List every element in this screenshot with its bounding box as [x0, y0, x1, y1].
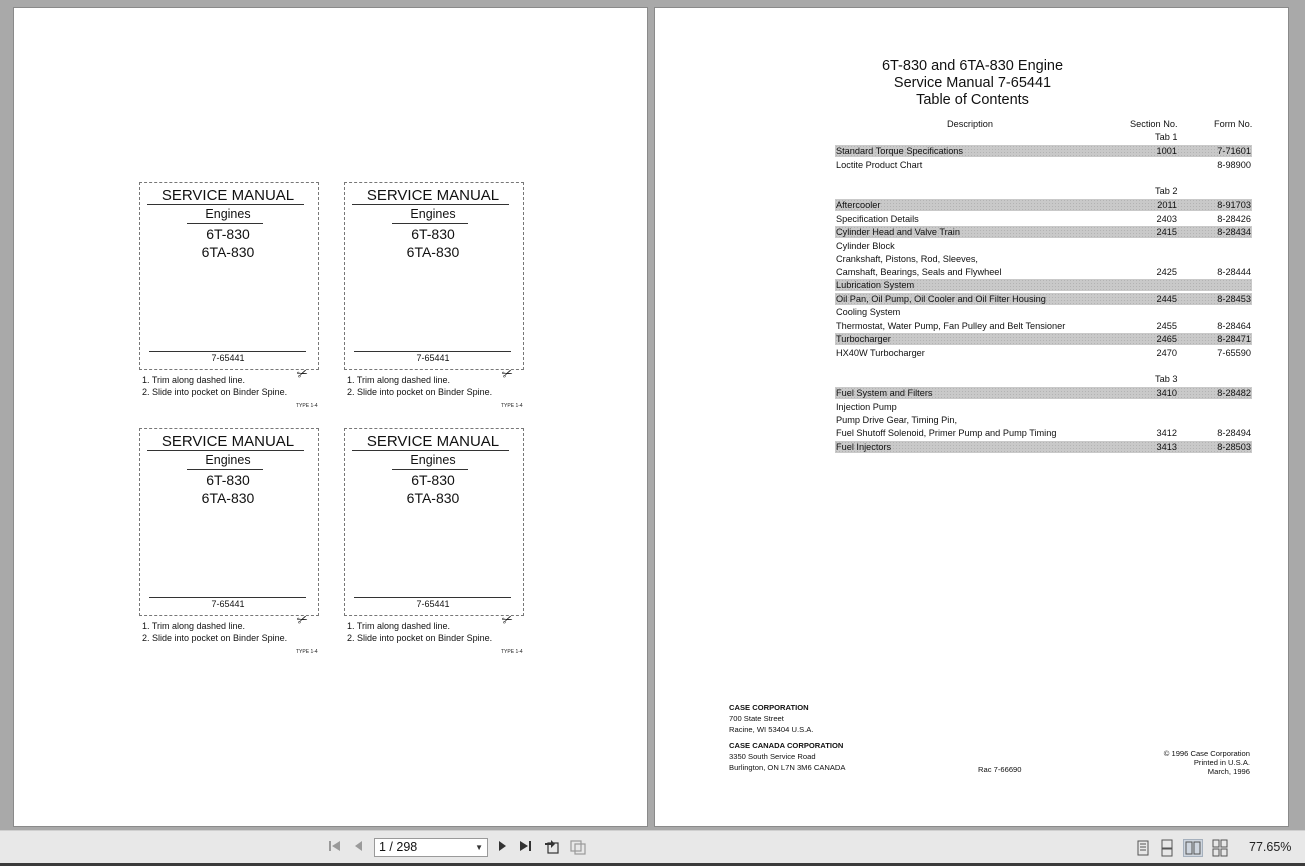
card-rule	[352, 450, 509, 451]
card-title: SERVICE MANUAL	[366, 433, 500, 450]
card-title: SERVICE MANUAL	[161, 187, 295, 204]
card-subtitle: Engines	[205, 453, 251, 467]
toc-row	[835, 441, 1252, 453]
card-model-2: 6TA-830	[201, 244, 255, 260]
card-subtitle: Engines	[205, 207, 251, 221]
chevron-down-icon[interactable]: ▼	[475, 843, 483, 852]
card-instruction-1: 1. Trim along dashed line.	[142, 621, 246, 631]
next-page-icon[interactable]	[493, 839, 511, 857]
card-type-tag: TYPE 1-4	[296, 403, 318, 409]
toc-row	[835, 333, 1252, 345]
toc-section-no: 2425	[1156, 267, 1177, 277]
toc-description: Cylinder Block	[836, 241, 895, 251]
toc-description: Fuel Injectors	[836, 442, 892, 452]
toc-row	[835, 159, 1252, 171]
card-model-2: 6TA-830	[406, 490, 460, 506]
printed-in: Printed in U.S.A.	[1193, 758, 1250, 767]
print-date: March, 1996	[1207, 767, 1250, 776]
toc-row	[835, 320, 1252, 332]
page-indicator: 1 / 298	[379, 840, 418, 854]
left-page	[13, 7, 648, 827]
card-rule	[392, 223, 468, 224]
toc-row	[835, 293, 1252, 305]
toc-description: Crankshaft, Pistons, Rod, Sleeves,	[836, 254, 978, 264]
toc-section-no: 1001	[1156, 146, 1177, 156]
two-page-continuous-view-icon[interactable]	[1210, 839, 1230, 857]
toc-description: Fuel Shutoff Solenoid, Primer Pump and Pump Timing	[836, 428, 1057, 438]
scissors-icon: ✂	[499, 610, 515, 629]
toc-title-line2: Service Manual 7-65441	[893, 75, 1052, 91]
toc-section-no: 2403	[1156, 214, 1177, 224]
toc-row	[835, 266, 1252, 278]
corp2-addr2: Burlington, ON L7N 3M6 CANADA	[729, 763, 846, 772]
card-number: 7-65441	[416, 599, 450, 609]
toc-description: Camshaft, Bearings, Seals and Flywheel	[836, 267, 1002, 277]
toc-form-no: 8-28434	[1217, 227, 1251, 237]
toc-form-no: 8-28444	[1217, 267, 1251, 277]
go-back-icon[interactable]	[543, 839, 561, 857]
header-form: Form No.	[1214, 119, 1253, 129]
toc-description: Standard Torque Specifications	[836, 146, 964, 156]
toc-row	[835, 226, 1252, 238]
toc-form-no: 8-28464	[1217, 321, 1251, 331]
rac-number: Rac 7-66690	[978, 765, 1022, 774]
corp1-addr2: Racine, WI 53404 U.S.A.	[729, 725, 814, 734]
toc-row	[835, 213, 1252, 225]
toc-row	[835, 401, 1252, 413]
toc-description: Oil Pan, Oil Pump, Oil Cooler and Oil Filter Housing	[836, 294, 1046, 304]
toc-form-no: 8-98900	[1217, 160, 1251, 170]
single-page-view-icon[interactable]	[1133, 839, 1153, 857]
toc-section-no: 2011	[1157, 200, 1177, 210]
scissors-icon: ✂	[294, 364, 310, 383]
card-title: SERVICE MANUAL	[366, 187, 500, 204]
toc-description: Cooling System	[836, 307, 901, 317]
toc-row	[835, 414, 1252, 426]
card-type-tag: TYPE 1-4	[501, 403, 523, 409]
scissors-icon: ✂	[294, 610, 310, 629]
card-rule	[354, 597, 511, 598]
corp1-name: CASE CORPORATION	[729, 703, 809, 712]
card-instruction-2: 2. Slide into pocket on Binder Spine.	[142, 633, 288, 643]
toc-description: Fuel System and Filters	[836, 388, 933, 398]
toc-row	[835, 145, 1252, 157]
card-rule	[352, 204, 509, 205]
viewer-toolbar	[0, 830, 1305, 864]
toc-description: Pump Drive Gear, Timing Pin,	[836, 415, 958, 425]
card-number: 7-65441	[416, 353, 450, 363]
card-rule	[147, 204, 304, 205]
card-instruction-2: 2. Slide into pocket on Binder Spine.	[347, 387, 493, 397]
toc-description: Specification Details	[836, 214, 919, 224]
toc-form-no: 8-91703	[1217, 200, 1251, 210]
toc-section-no: 3410	[1156, 388, 1177, 398]
toc-form-no: 8-28471	[1217, 334, 1251, 344]
toc-description: HX40W Turbocharger	[836, 348, 925, 358]
toc-section-no: 2415	[1156, 227, 1177, 237]
right-page	[654, 7, 1289, 827]
toc-row	[835, 279, 1252, 291]
card-instruction-1: 1. Trim along dashed line.	[142, 375, 246, 385]
toc-description: Loctite Product Chart	[836, 160, 923, 170]
card-subtitle: Engines	[410, 207, 456, 221]
card-subtitle: Engines	[410, 453, 456, 467]
continuous-view-icon[interactable]	[1157, 839, 1177, 857]
toc-form-no: 8-28426	[1217, 214, 1251, 224]
toc-row	[835, 347, 1252, 359]
card-model-2: 6TA-830	[406, 244, 460, 260]
card-model-1: 6T-830	[411, 472, 455, 488]
scissors-icon: ✂	[499, 364, 515, 383]
two-page-view-icon[interactable]	[1183, 839, 1203, 857]
toc-section-no: 2445	[1156, 294, 1177, 304]
header-description: Description	[947, 119, 993, 129]
card-rule	[187, 223, 263, 224]
card-rule	[149, 597, 306, 598]
toc-form-no: 7-71601	[1217, 146, 1251, 156]
card-number: 7-65441	[211, 599, 245, 609]
corp2-name: CASE CANADA CORPORATION	[729, 741, 844, 750]
card-rule	[354, 351, 511, 352]
toc-section-no: 2470	[1156, 348, 1177, 358]
toc-title-line1: 6T-830 and 6TA-830 Engine	[881, 58, 1064, 74]
toc-description: Lubrication System	[836, 280, 915, 290]
corp2-addr1: 3350 South Service Road	[729, 752, 816, 761]
card-rule	[149, 351, 306, 352]
page-number-input[interactable]	[374, 838, 488, 857]
toc-row	[835, 199, 1252, 211]
card-rule	[147, 450, 304, 451]
tab2-label: Tab 2	[1155, 186, 1178, 196]
toc-row	[835, 306, 1252, 318]
toc-row	[835, 387, 1252, 399]
prev-page-icon[interactable]	[350, 839, 368, 857]
card-instruction-1: 1. Trim along dashed line.	[347, 375, 451, 385]
toc-row	[835, 240, 1252, 252]
last-page-icon[interactable]	[517, 839, 535, 857]
toc-form-no: 8-28482	[1217, 388, 1251, 398]
corp1-addr1: 700 State Street	[729, 714, 784, 723]
card-instruction-2: 2. Slide into pocket on Binder Spine.	[142, 387, 288, 397]
tab3-label: Tab 3	[1155, 374, 1178, 384]
toc-description: Thermostat, Water Pump, Fan Pulley and Belt Tensioner	[836, 321, 1066, 331]
card-type-tag: TYPE 1-4	[501, 649, 523, 655]
go-forward-icon[interactable]	[569, 839, 587, 857]
card-model-2: 6TA-830	[201, 490, 255, 506]
card-number: 7-65441	[211, 353, 245, 363]
toc-description: Turbocharger	[836, 334, 891, 344]
toc-row	[835, 253, 1252, 265]
card-instruction-1: 1. Trim along dashed line.	[347, 621, 451, 631]
card-rule	[187, 469, 263, 470]
toc-form-no: 8-28503	[1217, 442, 1251, 452]
toc-description: Aftercooler	[836, 200, 881, 210]
toc-description: Injection Pump	[836, 402, 897, 412]
toc-description: Cylinder Head and Valve Train	[836, 227, 960, 237]
card-type-tag: TYPE 1-4	[296, 649, 318, 655]
card-model-1: 6T-830	[411, 226, 455, 242]
toc-form-no: 8-28494	[1217, 428, 1251, 438]
card-instruction-2: 2. Slide into pocket on Binder Spine.	[347, 633, 493, 643]
toc-form-no: 7-65590	[1217, 348, 1251, 358]
tab1-label: Tab 1	[1155, 132, 1178, 142]
card-model-1: 6T-830	[206, 226, 250, 242]
toc-section-no: 3412	[1156, 428, 1177, 438]
toc-form-no: 8-28453	[1217, 294, 1251, 304]
toc-section-no: 2465	[1156, 334, 1177, 344]
header-section: Section No.	[1130, 119, 1178, 129]
zoom-level[interactable]: 77.65%	[1249, 840, 1292, 854]
toc-section-no: 3413	[1156, 442, 1177, 452]
card-title: SERVICE MANUAL	[161, 433, 295, 450]
toc-section-no: 2455	[1156, 321, 1177, 331]
first-page-icon[interactable]	[326, 839, 344, 857]
card-model-1: 6T-830	[206, 472, 250, 488]
copyright: © 1996 Case Corporation	[1163, 749, 1250, 758]
toc-title-line3: Table of Contents	[916, 92, 1029, 108]
toc-row	[835, 427, 1252, 439]
card-rule	[392, 469, 468, 470]
